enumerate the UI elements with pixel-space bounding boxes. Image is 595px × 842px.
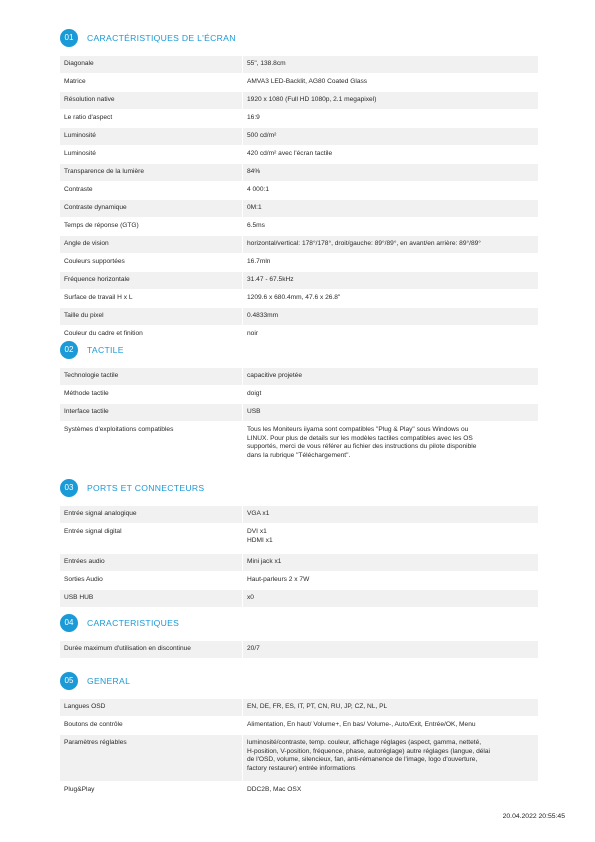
row-label: Entrée signal analogique (64, 510, 137, 517)
table-row (60, 782, 538, 800)
table-row (60, 272, 538, 290)
row-value: Haut-parleurs 2 x 7W (242, 572, 538, 589)
row-value: 20/7 (242, 641, 538, 658)
table-row (60, 386, 538, 404)
section-number-badge: 05 (60, 672, 78, 690)
spec-table (60, 368, 538, 469)
section-title: TACTILE (87, 345, 124, 355)
row-label: Entrée signal digital (64, 528, 122, 535)
table-row (60, 56, 538, 74)
table-row (60, 524, 538, 554)
section-number-badge: 01 (60, 29, 78, 47)
section-header (60, 672, 538, 690)
value-line: factory restaurer) entrée informations (247, 764, 356, 772)
table-row (60, 218, 538, 236)
table-row (60, 699, 538, 717)
value-line: de l'OSD, volume, silencieux, fan, anti-rémanence de l'image, logo d'ouverture, (247, 756, 478, 763)
section-header (60, 614, 538, 632)
section-screen-specs (60, 29, 538, 337)
row-value: VGA x1 (242, 506, 538, 523)
value-line: DVI x1 (247, 528, 267, 535)
row-value: 84% (242, 164, 538, 181)
section-header (60, 29, 538, 47)
table-row (60, 506, 538, 524)
row-value: 0.4833mm (242, 308, 538, 325)
table-row (60, 128, 538, 146)
row-value: AMVA3 LED-Backlit, AG80 Coated Glass (242, 74, 538, 91)
row-label: Résolution native (64, 96, 115, 103)
value-line: supportés, merci de vous référer au fichier des instructions du pilote disponible (247, 443, 477, 450)
row-value: 1920 x 1080 (Full HD 1080p, 2.1 megapixel) (242, 92, 538, 109)
section-general (60, 672, 538, 793)
row-value: capacitive projetée (242, 368, 538, 385)
row-value: 4 000:1 (242, 182, 538, 199)
row-value: USB (242, 404, 538, 421)
table-row (60, 717, 538, 735)
section-number-badge: 04 (60, 614, 78, 632)
table-row (60, 641, 538, 659)
row-value (242, 422, 538, 468)
section-title: CARACTÉRISTIQUES DE L'ÉCRAN (87, 33, 236, 43)
spec-table (60, 506, 538, 608)
spec-table (60, 699, 538, 800)
table-row (60, 590, 538, 608)
row-value: DDC2B, Mac OSX (242, 782, 538, 799)
table-row (60, 422, 538, 469)
table-row (60, 554, 538, 572)
row-value (242, 524, 538, 553)
row-label: Le ratio d'aspect (64, 114, 113, 121)
row-value: noir (242, 326, 538, 343)
row-label: Angle de vision (64, 240, 109, 247)
table-row (60, 735, 538, 782)
row-label: Langues OSD (64, 703, 106, 710)
row-value: 31.47 - 67.5kHz (242, 272, 538, 289)
row-label: Couleurs supportées (64, 258, 125, 265)
table-row (60, 404, 538, 422)
row-label: Paramètres réglables (64, 739, 127, 746)
value-line: luminosité/contraste, temp. couleur, affichage réglages (aspect, gamma, netteté, (247, 739, 482, 746)
spec-table (60, 56, 538, 344)
row-value: horizontal/vertical: 178°/178°, droit/gauche: 89°/89°, en avant/en arrière: 89°/89° (242, 236, 538, 253)
row-label: Fréquence horizontale (64, 276, 130, 283)
row-value: 420 cd/m² avec l'écran tactile (242, 146, 538, 163)
table-row (60, 572, 538, 590)
section-touch (60, 341, 538, 459)
value-line: LINUX. Pour plus de details sur les modèles tactiles compatibles avec les OS (247, 434, 473, 442)
table-row (60, 74, 538, 92)
table-row (60, 290, 538, 308)
row-value: 16:9 (242, 110, 538, 127)
value-line: HDMI x1 (247, 536, 273, 544)
table-row (60, 164, 538, 182)
footer-timestamp: 20.04.2022 20:55:45 (502, 813, 565, 820)
row-label: Temps de réponse (GTG) (64, 222, 139, 229)
section-number-badge: 02 (60, 341, 78, 359)
row-label: Taille du pixel (64, 312, 104, 319)
section-header (60, 479, 538, 497)
section-ports (60, 479, 538, 601)
row-value: EN, DE, FR, ES, IT, PT, CN, RU, JP, CZ, NL, PL (242, 699, 538, 716)
row-value: 500 cd/m² (242, 128, 538, 145)
row-label: Luminosité (64, 132, 96, 139)
section-title: CARACTERISTIQUES (87, 618, 180, 628)
row-label: Contraste dynamique (64, 204, 127, 211)
row-value: x0 (242, 590, 538, 607)
row-value: Mini jack x1 (242, 554, 538, 571)
row-label: Interface tactile (64, 408, 109, 415)
row-label: Entrées audio (64, 558, 105, 565)
row-label: Méthode tactile (64, 390, 109, 397)
row-label: Matrice (64, 78, 86, 85)
section-title: PORTS ET CONNECTEURS (87, 483, 205, 493)
table-row (60, 368, 538, 386)
row-label: Luminosité (64, 150, 96, 157)
table-row (60, 200, 538, 218)
row-value: 0M:1 (242, 200, 538, 217)
spec-table (60, 641, 538, 659)
row-label: Contraste (64, 186, 93, 193)
section-number-badge: 03 (60, 479, 78, 497)
row-value: Alimentation, En haut/ Volume+, En bas/ Volume-, Auto/Exit, Entrée/OK, Menu (242, 717, 538, 734)
table-row (60, 146, 538, 164)
row-label: USB HUB (64, 594, 94, 601)
row-label: Boutons de contrôle (64, 721, 123, 728)
row-label: Durée maximum d'utilisation en discontinue (64, 645, 191, 652)
row-label: Transparence de la lumière (64, 168, 145, 175)
row-label: Systèmes d'exploitations compatibles (64, 426, 174, 433)
section-title: GENERAL (87, 676, 131, 686)
row-value (242, 735, 538, 781)
row-value: 1209.6 x 680.4mm, 47.6 x 26.8" (242, 290, 538, 307)
row-label: Surface de travail H x L (64, 294, 133, 301)
section-header (60, 341, 538, 359)
row-label: Couleur du cadre et finition (64, 330, 143, 337)
row-label: Diagonale (64, 60, 94, 67)
table-row (60, 254, 538, 272)
table-row (60, 236, 538, 254)
table-row (60, 92, 538, 110)
table-row (60, 182, 538, 200)
row-label: Sorties Audio (64, 576, 103, 583)
section-characteristics (60, 614, 538, 652)
row-value: 16.7mln (242, 254, 538, 271)
value-line: H-position, V-position, fréquence, phase, autoréglage) autre réglages (langue, délai (247, 747, 491, 755)
row-value: 6.5ms (242, 218, 538, 235)
row-value: doigt (242, 386, 538, 403)
table-row (60, 308, 538, 326)
value-line: Tous les Moniteurs iiyama sont compatibles "Plug & Play" sous Windows ou (247, 426, 469, 433)
value-line: dans la rubrique "Téléchargement". (247, 451, 351, 459)
row-label: Technologie tactile (64, 372, 119, 379)
table-row (60, 110, 538, 128)
row-label: Plug&Play (64, 786, 95, 793)
row-value: 55", 138.8cm (242, 56, 538, 73)
